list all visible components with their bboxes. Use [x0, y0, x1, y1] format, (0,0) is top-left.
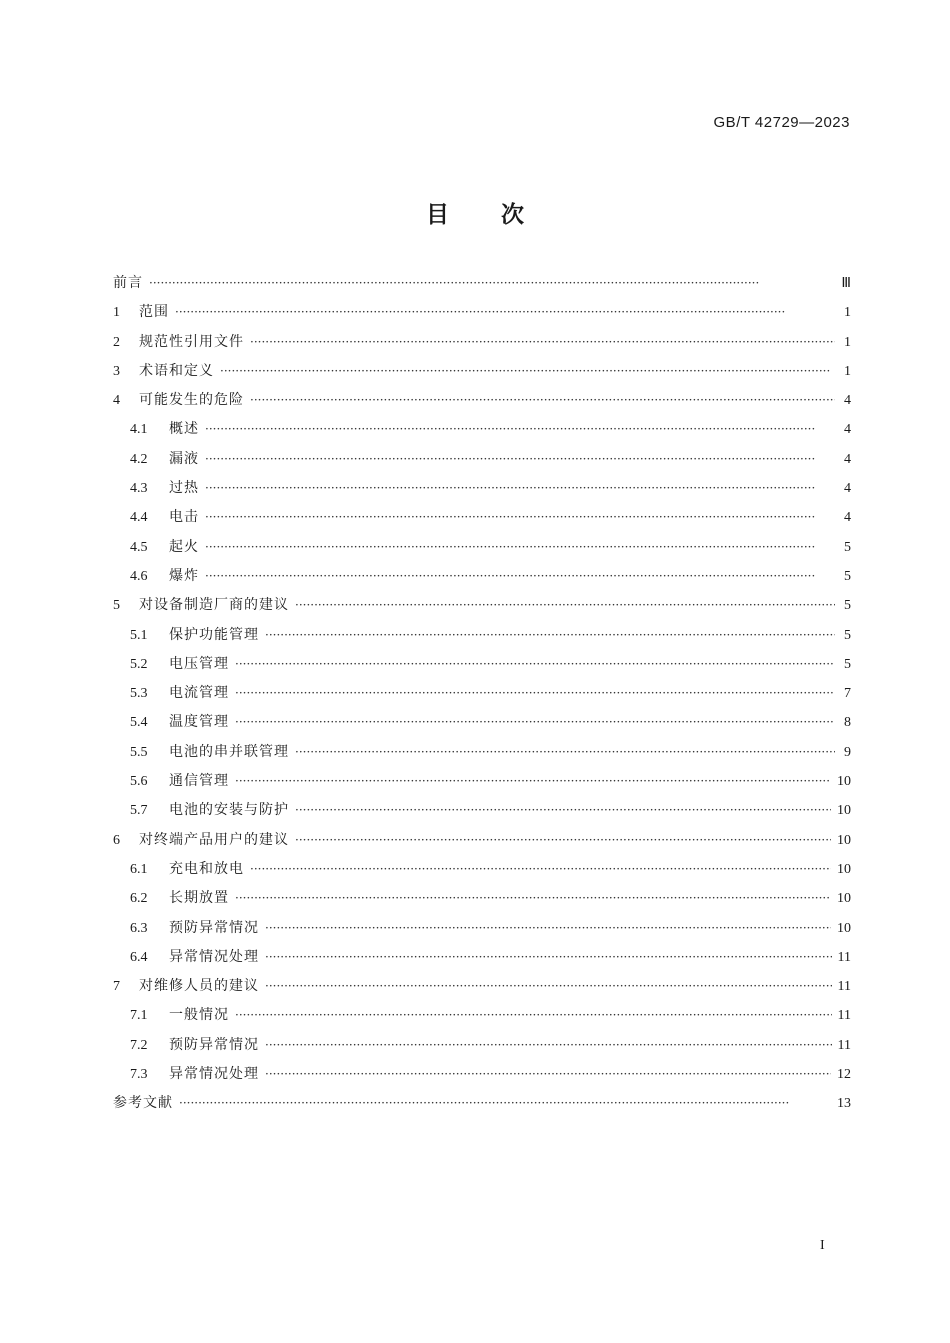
- toc-leader-dots: [265, 950, 832, 964]
- toc-entry-number: 5.6: [130, 774, 148, 790]
- toc-entry-label: 异常情况处理: [169, 948, 259, 965]
- toc-leader-dots: [295, 833, 831, 847]
- toc-entry-label: 对设备制造厂商的建议: [139, 597, 289, 614]
- page-title: 目次: [426, 202, 576, 228]
- toc-entry[interactable]: [113, 1034, 851, 1063]
- toc-entry-page: 1: [844, 305, 851, 321]
- toc-entry[interactable]: [113, 1063, 851, 1092]
- toc-leader-dots: [205, 422, 835, 436]
- toc-entry-number: 5.2: [130, 656, 148, 672]
- toc-leader-dots: [235, 1008, 832, 1022]
- toc-entry[interactable]: [113, 448, 851, 477]
- toc-entry-label: 术语和定义: [139, 362, 214, 379]
- toc-entry-page: 5: [844, 539, 851, 555]
- toc-entry-number: 4.1: [130, 422, 148, 438]
- toc-entry-page: 4: [844, 451, 851, 467]
- toc-leader-dots: [295, 803, 831, 817]
- toc-entry-label: 电击: [169, 509, 199, 526]
- toc-entry[interactable]: [113, 799, 851, 828]
- toc-leader-dots: [149, 276, 835, 290]
- toc-entry-page: 4: [844, 510, 851, 526]
- toc-entry-page: 1: [844, 363, 851, 379]
- toc-entry[interactable]: [113, 360, 851, 389]
- toc-entry-number: 3: [113, 363, 120, 379]
- toc-leader-dots: [205, 481, 835, 495]
- toc-entry-label: 通信管理: [169, 773, 229, 790]
- toc-entry-label: 电池的串并联管理: [169, 743, 289, 760]
- toc-entry-label: 长期放置: [169, 890, 229, 907]
- toc-entry-page: 4: [844, 422, 851, 438]
- toc-entry-page: 11: [837, 979, 851, 995]
- toc-entry[interactable]: [113, 331, 851, 360]
- toc-entry[interactable]: [113, 887, 851, 916]
- toc-entry[interactable]: [113, 536, 851, 565]
- toc-entry-page: 10: [837, 774, 851, 790]
- toc-entry-label: 起火: [169, 538, 199, 555]
- toc-leader-dots: [205, 569, 835, 583]
- toc-entry-page: 9: [844, 744, 851, 760]
- toc-entry-page: Ⅲ: [841, 276, 851, 291]
- toc-entry[interactable]: [113, 1092, 851, 1121]
- toc-leader-dots: [250, 393, 835, 407]
- toc-leader-dots: [265, 921, 831, 935]
- toc-entry-label: 对终端产品用户的建议: [139, 831, 289, 848]
- toc-leader-dots: [235, 686, 835, 700]
- toc-entry-number: 5: [113, 598, 120, 614]
- toc-entry[interactable]: [113, 741, 851, 770]
- toc-leader-dots: [265, 979, 832, 993]
- table-of-contents: [113, 272, 851, 1122]
- toc-entry-label: 概述: [169, 421, 199, 438]
- toc-entry-page: 5: [844, 598, 851, 614]
- toc-entry-number: 2: [113, 334, 120, 350]
- toc-entry[interactable]: [113, 389, 851, 418]
- toc-entry[interactable]: [113, 711, 851, 740]
- toc-entry-label: 爆炸: [169, 567, 199, 584]
- toc-entry[interactable]: [113, 770, 851, 799]
- toc-entry-number: 5.7: [130, 803, 148, 819]
- toc-entry-label: 可能发生的危险: [139, 392, 244, 409]
- toc-entry-page: 11: [837, 1037, 851, 1053]
- toc-entry-label: 电压管理: [169, 655, 229, 672]
- toc-entry-label: 电流管理: [169, 685, 229, 702]
- toc-entry-label: 对维修人员的建议: [139, 978, 259, 995]
- toc-leader-dots: [250, 862, 831, 876]
- toc-entry-label: 参考文献: [113, 1095, 173, 1112]
- toc-entry[interactable]: [113, 682, 851, 711]
- toc-entry-number: 4.2: [130, 451, 148, 467]
- toc-entry-page: 11: [837, 949, 851, 965]
- toc-entry-number: 7: [113, 979, 120, 995]
- toc-entry-number: 7.3: [130, 1067, 148, 1083]
- toc-leader-dots: [179, 1096, 831, 1110]
- toc-entry-label: 电池的安装与防护: [169, 802, 289, 819]
- toc-entry-label: 漏液: [169, 450, 199, 467]
- toc-entry[interactable]: [113, 975, 851, 1004]
- toc-entry-page: 5: [844, 656, 851, 672]
- toc-entry-number: 5.4: [130, 715, 148, 731]
- toc-entry-number: 4.5: [130, 539, 148, 555]
- toc-entry-page: 4: [844, 393, 851, 409]
- toc-leader-dots: [265, 628, 835, 642]
- toc-entry-label: 预防异常情况: [169, 1036, 259, 1053]
- toc-entry-number: 6.4: [130, 949, 148, 965]
- toc-leader-dots: [205, 510, 835, 524]
- toc-leader-dots: [265, 1067, 831, 1081]
- toc-entry[interactable]: [113, 858, 851, 887]
- toc-entry-label: 温度管理: [169, 714, 229, 731]
- toc-entry-label: 一般情况: [169, 1007, 229, 1024]
- toc-leader-dots: [295, 598, 835, 612]
- toc-entry-label: 保护功能管理: [169, 626, 259, 643]
- toc-entry-page: 12: [837, 1067, 851, 1083]
- toc-entry[interactable]: [113, 1004, 851, 1033]
- toc-entry[interactable]: [113, 477, 851, 506]
- toc-entry-number: 4.6: [130, 568, 148, 584]
- toc-leader-dots: [205, 540, 835, 554]
- toc-entry-number: 6.2: [130, 891, 148, 907]
- toc-entry-label: 异常情况处理: [169, 1066, 259, 1083]
- toc-leader-dots: [235, 774, 831, 788]
- toc-leader-dots: [265, 1038, 832, 1052]
- toc-entry-page: 4: [844, 481, 851, 497]
- toc-entry-number: 1: [113, 305, 120, 321]
- toc-entry-label: 前言: [113, 275, 143, 291]
- toc-entry-page: 8: [844, 715, 851, 731]
- toc-entry[interactable]: [113, 565, 851, 594]
- page-number: I: [820, 1238, 825, 1253]
- toc-leader-dots: [250, 335, 835, 349]
- toc-entry-number: 6.3: [130, 920, 148, 936]
- toc-entry-label: 预防异常情况: [169, 919, 259, 936]
- toc-entry-number: 6: [113, 832, 120, 848]
- toc-entry[interactable]: [113, 272, 851, 301]
- toc-entry-number: 7.2: [130, 1037, 148, 1053]
- toc-entry-number: 7.1: [130, 1008, 148, 1024]
- toc-entry-number: 4.3: [130, 481, 148, 497]
- toc-entry-page: 10: [837, 920, 851, 936]
- toc-entry[interactable]: [113, 829, 851, 858]
- toc-entry-number: 4: [113, 393, 120, 409]
- toc-entry[interactable]: [113, 946, 851, 975]
- toc-leader-dots: [235, 891, 831, 905]
- toc-entry-page: 5: [844, 568, 851, 584]
- toc-entry-page: 13: [837, 1096, 851, 1112]
- toc-leader-dots: [205, 452, 835, 466]
- toc-entry-label: 规范性引用文件: [139, 333, 244, 350]
- toc-entry-page: 10: [837, 861, 851, 877]
- standard-code: GB/T 42729—2023: [713, 114, 850, 131]
- toc-entry[interactable]: [113, 506, 851, 535]
- toc-leader-dots: [235, 657, 835, 671]
- toc-entry[interactable]: [113, 418, 851, 447]
- toc-entry-number: 6.1: [130, 861, 148, 877]
- toc-entry[interactable]: [113, 624, 851, 653]
- toc-entry-page: 10: [837, 891, 851, 907]
- toc-leader-dots: [175, 305, 835, 319]
- toc-leader-dots: [220, 364, 835, 378]
- toc-entry-page: 10: [837, 803, 851, 819]
- toc-entry-page: 5: [844, 627, 851, 643]
- toc-leader-dots: [235, 715, 835, 729]
- toc-entry[interactable]: [113, 653, 851, 682]
- toc-entry-number: 5.1: [130, 627, 148, 643]
- toc-entry-page: 11: [837, 1008, 851, 1024]
- toc-entry[interactable]: [113, 301, 851, 330]
- toc-entry-number: 5.3: [130, 686, 148, 702]
- toc-entry-page: 1: [844, 334, 851, 350]
- toc-entry-page: 10: [837, 832, 851, 848]
- toc-entry-number: 4.4: [130, 510, 148, 526]
- toc-entry[interactable]: [113, 594, 851, 623]
- toc-entry-label: 范围: [139, 304, 169, 321]
- toc-entry[interactable]: [113, 917, 851, 946]
- toc-leader-dots: [295, 745, 835, 759]
- toc-entry-label: 过热: [169, 480, 199, 497]
- toc-entry-number: 5.5: [130, 744, 148, 760]
- toc-entry-page: 7: [844, 686, 851, 702]
- toc-entry-label: 充电和放电: [169, 860, 244, 877]
